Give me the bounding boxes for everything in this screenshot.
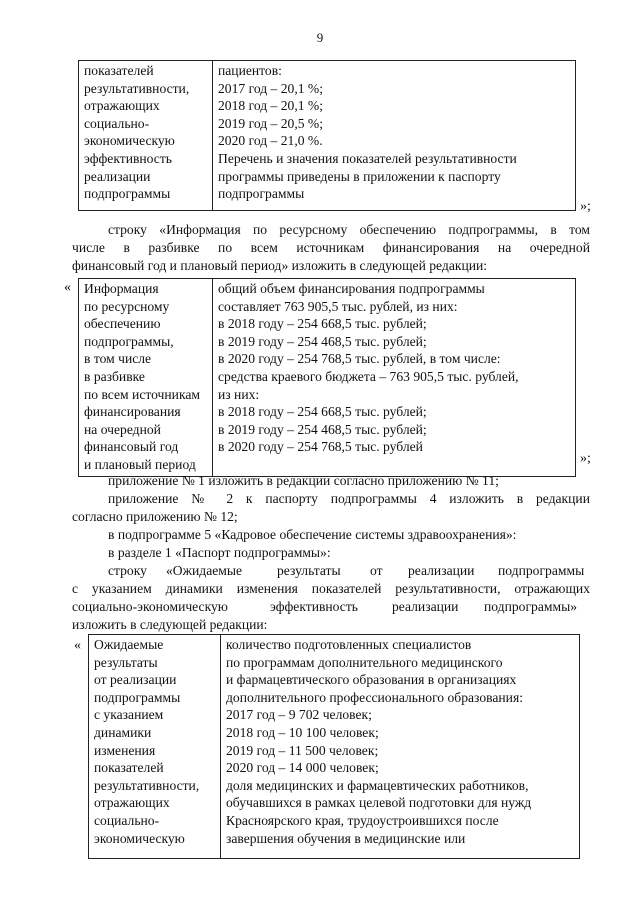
para2-line5-word: от: [370, 563, 383, 578]
table2-left-line: финансовый год: [84, 439, 179, 455]
table2-right-line: из них:: [218, 386, 260, 402]
table2-left-line: Информация: [84, 281, 159, 296]
para2-line5-word: подпрограммы: [498, 563, 585, 578]
table3-right-line: Красноярского края, трудоустроившихся после: [226, 812, 499, 828]
table3-left-line: социально-: [94, 812, 160, 828]
table3-right-line: обучавшихся в рамках целевой подготовки для нужд: [226, 795, 532, 811]
table3-right-cell: [221, 635, 580, 859]
para1-line2: числе в разбивке по всем источникам финансирования на очередной: [72, 240, 590, 255]
table2-right-line: в 2019 году – 254 468,5 тыс. рублей;: [218, 421, 427, 437]
table-results-continued: [78, 60, 576, 211]
table2-left-line: финансирования: [84, 404, 181, 420]
table3-left-line: с указанием: [94, 707, 164, 723]
table1-left-line: эффективность: [84, 150, 172, 166]
table2-right-line: общий объем финансирования подпрограммы: [218, 281, 485, 296]
table2-left-line: по всем источникам: [84, 386, 200, 402]
para2-line7-word: подпрограммы»: [484, 599, 578, 614]
table3-left-line: показателей: [94, 760, 164, 776]
table1-right-line: 2019 год – 20,5 %;: [218, 115, 324, 131]
table3-open-quote: «: [74, 638, 81, 653]
table2-right-line: в 2020 году – 254 768,5 тыс. рублей: [218, 439, 423, 455]
para1-line3: финансовый год и плановый период» изложить в следующей редакции:: [72, 258, 488, 273]
table2-left-line: подпрограммы,: [84, 333, 174, 349]
table2-left-cell: [79, 279, 213, 477]
table2-close-quote: »;: [580, 451, 591, 466]
table2-left-line: в разбивке: [84, 368, 145, 384]
table1-left-line: результативности,: [84, 80, 190, 96]
table-expected-results: [88, 634, 580, 859]
table2-right-line: в 2018 году – 254 668,5 тыс. рублей;: [218, 404, 427, 420]
table2-right-line: в 2018 году – 254 668,5 тыс. рублей;: [218, 316, 427, 332]
table2-right-cell: [213, 279, 576, 477]
table1-right-line: подпрограммы: [218, 186, 305, 202]
table2-left-line: обеспечению: [84, 316, 161, 332]
table1-close-quote: »;: [580, 199, 591, 214]
para2-line5-word: «Ожидаемые: [166, 563, 243, 578]
para2-line5-word: реализации: [408, 563, 475, 578]
table3-left-cell: [89, 635, 221, 859]
table-financing: [78, 278, 576, 477]
para2-line4: в разделе 1 «Паспорт подпрограммы»:: [108, 545, 331, 560]
table1-left-line: экономическую: [84, 133, 175, 149]
para2-line2a: приложение № 2 к паспорту подпрограммы 4 изложить в редакции: [108, 491, 590, 506]
table2-right-line: средства краевого бюджета – 763 905,5 тыс. рублей,: [218, 368, 519, 384]
para2-line7-word: реализации: [392, 599, 459, 614]
table2-right-line: в 2020 году – 254 768,5 тыс. рублей, в том числе:: [218, 351, 501, 367]
para2-line8: изложить в следующей редакции:: [72, 617, 268, 632]
table3-right-line: 2018 год – 10 100 человек;: [226, 724, 379, 740]
table3-left-line: от реализации: [94, 672, 177, 688]
table3-left-line: динамики: [94, 724, 152, 740]
para2-line7-word: социально-экономическую: [72, 599, 228, 614]
table3-right-line: 2019 год – 11 500 человек;: [226, 742, 379, 758]
table3-left-line: результаты: [94, 654, 158, 670]
para1-line1: строку «Информация по ресурсному обеспечению подпрограммы, в том: [108, 222, 590, 237]
para2-line5-word: результаты: [277, 563, 341, 578]
para2-line3: в подпрограмме 5 «Кадровое обеспечение системы здравоохранения»:: [108, 527, 517, 542]
table1-right-cell: [213, 61, 576, 211]
table1-right-line: программы приведены в приложении к паспорту: [218, 168, 501, 184]
table3-right-line: 2017 год – 9 702 человек;: [226, 707, 372, 723]
table3-left-line: Ожидаемые: [94, 637, 164, 652]
table3-left-line: результативности,: [94, 777, 200, 793]
table1-right-line: пациентов:: [218, 63, 282, 78]
table1-right-line: 2018 год – 20,1 %;: [218, 98, 324, 114]
table2-right-line: составляет 763 905,5 тыс. рублей, из них:: [218, 298, 458, 314]
table1-left-line: подпрограммы: [84, 186, 171, 202]
para2-line2b: согласно приложению № 12;: [72, 509, 238, 524]
para2-line7-word: эффективность: [270, 599, 358, 614]
table1-left-line: отражающих: [84, 98, 160, 114]
table2-left-line: в том числе: [84, 351, 152, 367]
table2-left-line: и плановый период: [84, 456, 196, 472]
table3-right-line: доля медицинских и фармацевтических работников,: [226, 777, 529, 793]
table3-left-line: отражающих: [94, 795, 170, 811]
table3-right-line: количество подготовленных специалистов: [226, 637, 472, 652]
table3-right-line: 2020 год – 14 000 человек;: [226, 760, 379, 776]
table1-right-line: 2017 год – 20,1 %;: [218, 80, 324, 96]
table1-right-line: 2020 год – 21,0 %.: [218, 133, 323, 149]
table3-right-line: по программам дополнительного медицинского: [226, 654, 503, 670]
para2-line5-word: строку: [108, 563, 147, 578]
table1-left-line: социально-: [84, 115, 150, 131]
table3-right-line: и фармацевтического образования в организациях: [226, 672, 517, 688]
table2-right-line: в 2019 году – 254 468,5 тыс. рублей;: [218, 333, 427, 349]
para2-line6: с указанием динамики изменения показателей результативности, отражающих: [72, 581, 590, 596]
table3-left-line: изменения: [94, 742, 156, 758]
table2-left-line: по ресурсному: [84, 298, 170, 314]
table1-left-cell: [79, 61, 213, 211]
table1-right-line: Перечень и значения показателей результативности: [218, 150, 517, 166]
table1-left-line: показателей: [84, 63, 154, 78]
table3-left-line: экономическую: [94, 830, 185, 846]
table3-right-line: дополнительного профессионального образования:: [226, 689, 523, 705]
page-number: 9: [316, 30, 324, 45]
para2-line1: приложение № 1 изложить в редакции согласно приложению № 11;: [108, 473, 499, 488]
table3-right-line: завершения обучения в медицинские или: [226, 830, 466, 846]
table3-left-line: подпрограммы: [94, 689, 181, 705]
table1-left-line: реализации: [84, 168, 151, 184]
table2-open-quote: «: [64, 280, 71, 295]
table2-left-line: на очередной: [84, 421, 161, 437]
